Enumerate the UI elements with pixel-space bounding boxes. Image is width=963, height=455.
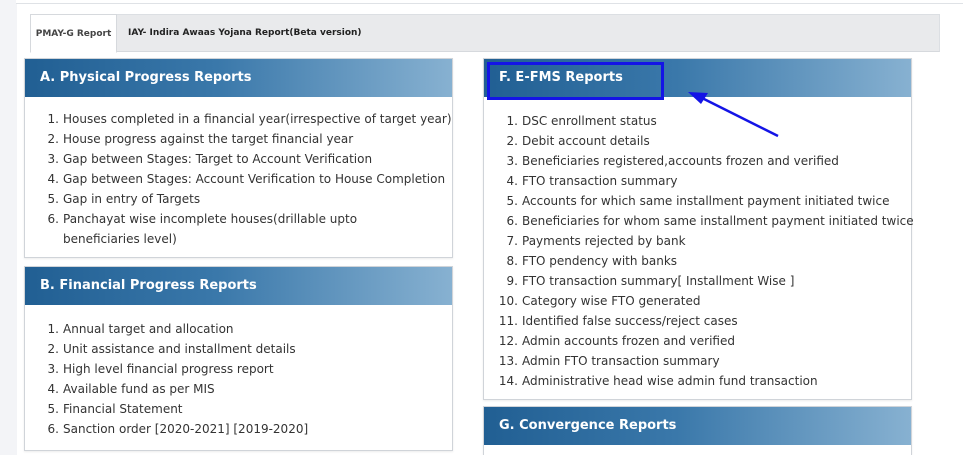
tab-pmay-g-report[interactable]: PMAY-G Report bbox=[30, 14, 117, 53]
financial-progress-panel: B. Financial Progress Reports 1. Annual target and allocation 2. Unit assistance and installment details 3. High level financial progress report 4. Available fund as per MIS 5. Financial Statement 6. Sanction order [2020-2021] [2019-2020] bbox=[24, 266, 453, 451]
panel-title: G. Convergence Reports bbox=[484, 407, 911, 445]
physical-progress-panel: A. Physical Progress Reports 1. Houses completed in a financial year(irrespective of target year) 2. House progress against the target financial year 3. Gap between Stages: Target to Account Verification 4. Gap between Stages: Account Verification to House Completion 5. Gap in entry of Targets 6. Panchayat wise incomplete houses(drillable upto beneficiaries level) bbox=[24, 58, 453, 258]
efms-reports-panel: F. E-FMS Reports 1. DSC enrollment status 2. Debit account details 3. Beneficiaries registered,accounts frozen and verified 4. FTO transaction summary 5. Accounts for which same installment payment initiated twice 6. Beneficiaries for whom same installment payment initiated twice 7. Payments rejected by bank 8. FTO pendency with banks 9. FTO transaction summary[ Installment Wise ] 10. Category wise FTO generated 11. Identified false success/reject cases 12. Admin accounts frozen and verified 13. Admin FTO transaction summary 14. Administrative head wise admin fund transaction bbox=[483, 58, 912, 400]
panel-title: B. Financial Progress Reports bbox=[25, 267, 452, 305]
panel-title: F. E-FMS Reports bbox=[484, 59, 911, 97]
panel-title: A. Physical Progress Reports bbox=[25, 59, 452, 97]
report-tabs bbox=[30, 14, 940, 52]
annotation-highlight-box bbox=[487, 62, 664, 100]
tab-iay-report[interactable]: IAY- Indira Awaas Yojana Report(Beta version) bbox=[128, 28, 362, 38]
convergence-reports-panel bbox=[483, 406, 912, 455]
